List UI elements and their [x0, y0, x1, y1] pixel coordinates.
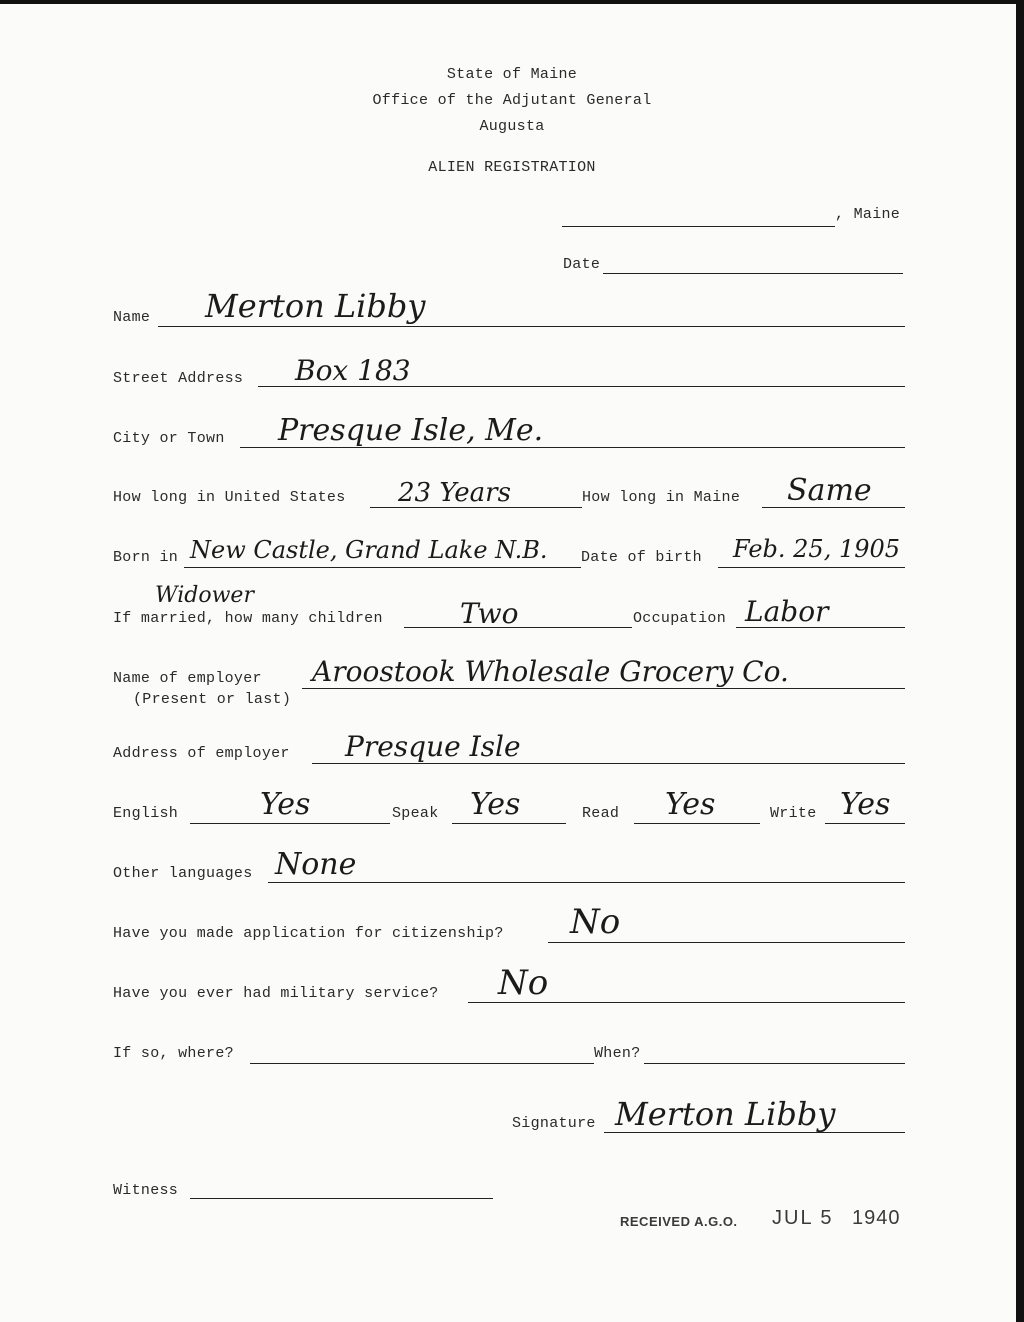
received-stamp-date: JUL 5	[772, 1207, 834, 1229]
occupation-label: Occupation	[633, 610, 727, 627]
write-label: Write	[770, 805, 817, 822]
children-label: If married, how many children	[113, 610, 383, 627]
citizenship-label: Have you made application for citizenship?	[113, 925, 504, 942]
signature-value: Merton Libby	[615, 1095, 836, 1133]
when-line	[644, 1063, 905, 1064]
employer-value: Aroostook Wholesale Grocery Co.	[312, 655, 789, 688]
citizenship-line	[548, 942, 905, 943]
speak-label: Speak	[392, 805, 439, 822]
marital-note: Widower	[155, 583, 254, 608]
read-label: Read	[582, 805, 620, 822]
other-languages-value: None	[275, 847, 357, 882]
english-value: Yes	[260, 787, 311, 822]
how-long-maine-label: How long in Maine	[582, 489, 741, 506]
speak-value: Yes	[470, 787, 521, 822]
date-of-birth-label: Date of birth	[581, 549, 702, 566]
name-value: Merton Libby	[205, 287, 426, 325]
date-of-birth-line	[718, 567, 905, 568]
street-address-value: Box 183	[295, 354, 411, 387]
born-in-value: New Castle, Grand Lake N.B.	[190, 536, 548, 564]
scan-edge-right	[1016, 0, 1024, 1322]
date-line	[603, 273, 903, 274]
where-label: If so, where?	[113, 1045, 234, 1062]
english-line	[190, 823, 390, 824]
employer-label: Name of employer	[113, 670, 262, 687]
signature-label: Signature	[512, 1115, 596, 1132]
maine-suffix: , Maine	[835, 206, 901, 223]
employer-line	[302, 688, 905, 689]
english-label: English	[113, 805, 179, 822]
citizenship-value: No	[570, 902, 621, 942]
name-line	[158, 326, 905, 327]
write-value: Yes	[840, 787, 891, 822]
street-address-label: Street Address	[113, 370, 244, 387]
received-stamp-year: 1940	[852, 1207, 901, 1229]
header-state: State of Maine	[446, 66, 578, 83]
military-label: Have you ever had military service?	[113, 985, 439, 1002]
form-title: ALIEN REGISTRATION	[428, 159, 596, 176]
date-label: Date	[563, 256, 601, 273]
employer-address-line	[312, 763, 905, 764]
born-in-label: Born in	[113, 549, 179, 566]
when-label: When?	[594, 1045, 641, 1062]
read-value: Yes	[665, 787, 716, 822]
city-label: City or Town	[113, 430, 225, 447]
city-value: Presque Isle, Me.	[278, 413, 544, 448]
location-line	[562, 226, 835, 227]
name-label: Name	[113, 309, 151, 326]
received-stamp-label: RECEIVED A.G.O.	[620, 1214, 738, 1229]
born-in-line	[184, 567, 581, 568]
children-value: Two	[460, 597, 519, 630]
write-line	[825, 823, 905, 824]
witness-line	[190, 1198, 493, 1199]
witness-label: Witness	[113, 1182, 179, 1199]
employer-address-label: Address of employer	[113, 745, 290, 762]
other-languages-line	[268, 882, 905, 883]
where-line	[250, 1063, 594, 1064]
military-value: No	[498, 963, 549, 1003]
present-or-last-label: (Present or last)	[133, 691, 292, 708]
read-line	[634, 823, 760, 824]
other-languages-label: Other languages	[113, 865, 253, 882]
how-long-maine-value: Same	[787, 473, 872, 508]
speak-line	[452, 823, 566, 824]
how-long-us-value: 23 Years	[398, 478, 511, 508]
date-of-birth-value: Feb. 25, 1905	[733, 535, 901, 563]
scan-edge-top	[0, 0, 1024, 4]
employer-address-value: Presque Isle	[345, 730, 521, 763]
header-city: Augusta	[479, 118, 545, 135]
occupation-value: Labor	[745, 595, 829, 628]
header-office: Office of the Adjutant General	[372, 92, 652, 109]
how-long-us-label: How long in United States	[113, 489, 346, 506]
